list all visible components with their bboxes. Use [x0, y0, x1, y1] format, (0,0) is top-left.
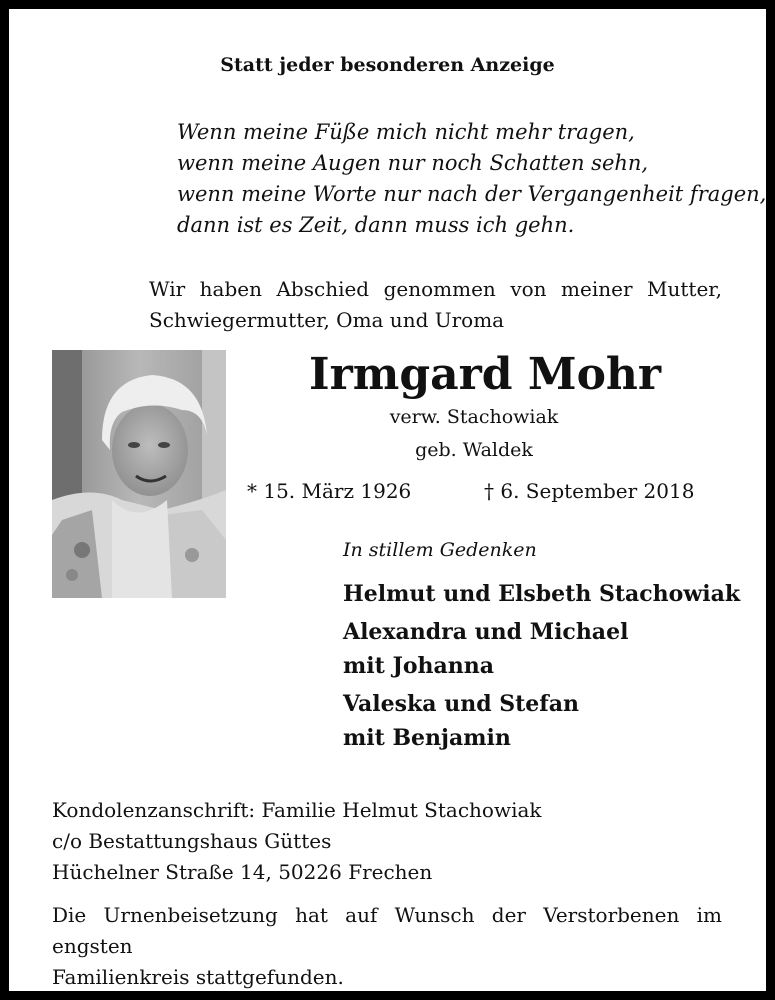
- birth-name: geb. Waldek: [415, 439, 533, 461]
- intro-line: Schwiegermutter, Oma und Uroma: [149, 308, 505, 332]
- mourner-line: mit Benjamin: [343, 725, 511, 751]
- mourner-line: mit Johanna: [343, 653, 495, 679]
- mourner-group: [343, 577, 740, 611]
- mourner-line: Alexandra und Michael: [343, 619, 629, 645]
- mourner-group: [343, 687, 740, 755]
- death-date: † 6. September 2018: [484, 479, 695, 503]
- notice-header: Statt jeder besonderen Anzeige: [220, 54, 555, 76]
- condolence-address: [52, 795, 542, 888]
- mourner-line: Valeska und Stefan: [343, 691, 579, 717]
- mourner-group: [343, 615, 740, 683]
- intro-line: Wir haben Abschied genommen von meiner Mutter,: [149, 277, 722, 301]
- portrait-photo: [52, 350, 226, 598]
- poem-line: wenn meine Worte nur nach der Vergangenheit fragen,: [177, 182, 767, 206]
- intro-text: [149, 274, 722, 336]
- mourner-line: Helmut und Elsbeth Stachowiak: [343, 581, 741, 607]
- poem-line: dann ist es Zeit, dann muss ich gehn.: [177, 213, 575, 237]
- widowed-name: verw. Stachowiak: [389, 406, 559, 428]
- address-line: c/o Bestattungshaus Güttes: [52, 829, 332, 853]
- deceased-name: Irmgard Mohr: [309, 349, 662, 400]
- poem: [177, 117, 766, 241]
- closing-line: Die Urnenbeisetzung hat auf Wunsch der Verstorbenen im engsten: [52, 903, 722, 958]
- closing-line: Familienkreis stattgefunden.: [52, 965, 344, 989]
- memory-heading: In stillem Gedenken: [343, 539, 537, 561]
- address-line: Kondolenzanschrift: Familie Helmut Stachowiak: [52, 798, 542, 822]
- birth-date: * 15. März 1926: [247, 479, 412, 503]
- mourners-list: [343, 577, 740, 759]
- poem-line: wenn meine Augen nur noch Schatten sehn,: [177, 151, 649, 175]
- address-line: Hüchelner Straße 14, 50226 Frechen: [52, 860, 433, 884]
- poem-line: Wenn meine Füße mich nicht mehr tragen,: [177, 120, 635, 144]
- closing-note: [52, 900, 722, 993]
